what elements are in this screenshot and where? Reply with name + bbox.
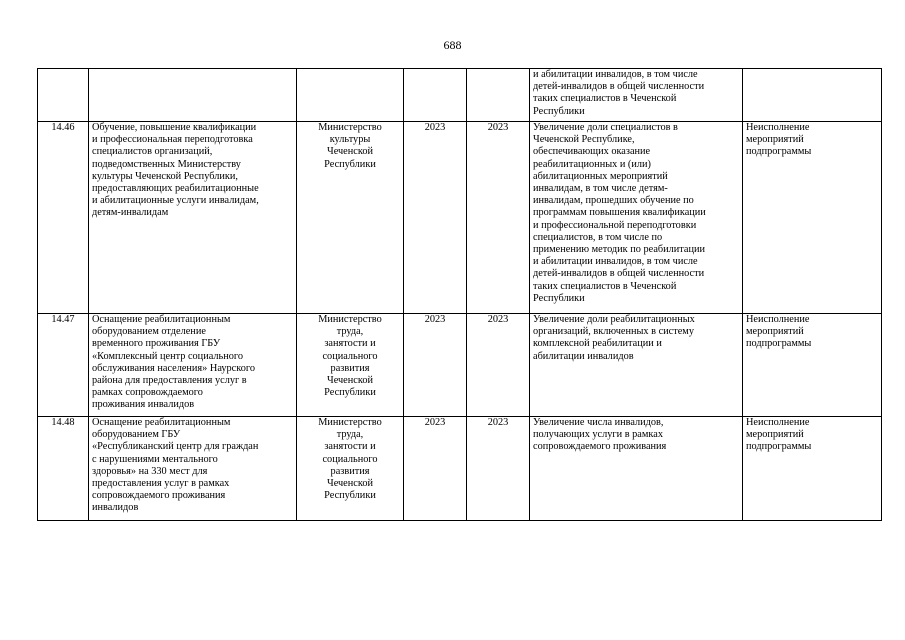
expected-result-text: Увеличение доли реабилитационных организаций, включенных в систему комплексной реабилитации и абилитации инвалидов	[533, 314, 695, 362]
expected-result-text: Увеличение числа инвалидов, получающих услуги в рамках сопровождаемого проживания	[533, 417, 667, 453]
row-number-cell: 14.46	[38, 122, 89, 314]
expected-result-cell	[530, 314, 743, 417]
risk-text: Неисполнение мероприятий подпрограммы	[746, 417, 812, 453]
risk-text: Неисполнение мероприятий подпрограммы	[746, 314, 812, 350]
page-number: 688	[443, 38, 462, 52]
table-row	[38, 314, 882, 417]
activity-name-cell	[89, 314, 297, 417]
table-row	[38, 122, 882, 314]
end-year-cell: 2023	[467, 417, 530, 521]
executor-cell	[297, 314, 404, 417]
activity-name-cell	[89, 417, 297, 521]
table-row	[38, 417, 882, 521]
activity-name-cell	[89, 69, 297, 122]
end-year-cell: 2023	[467, 314, 530, 417]
start-year-cell: 2023	[404, 314, 467, 417]
row-number-cell: 14.48	[38, 417, 89, 521]
end-year-cell	[467, 69, 530, 122]
activity-name-text: Обучение, повышение квалификации и профессиональная переподготовка специалистов организаций, подведомственных Министерству культуры Чеченской Республики, предоставляющих реабилитационные и абилитационные услуги инвалидам, детям-инвалидам	[92, 122, 259, 219]
risk-cell	[743, 69, 882, 122]
row-number-cell	[38, 69, 89, 122]
expected-result-text: Увеличение доли специалистов в Чеченской Республике, обеспечивающих оказание реабилитационных и (или) абилитационных мероприятий инвалидам, в том числе детям- инвалидам, прошедших обучение по программам повышения квалификации и профессиональной переподготовки специалистов, в том числе по применению методик по реабилитации и абилитации инвалидов, в том числе детей-инвалидов в общей численности таких специалистов в Чеченской Республики	[533, 122, 706, 304]
row-number-cell: 14.47	[38, 314, 89, 417]
risk-cell	[743, 314, 882, 417]
executor-cell	[297, 69, 404, 122]
executor-text: Министерство труда, занятости и социального развития Чеченской Республики	[318, 314, 382, 399]
executor-text: Министерство труда, занятости и социального развития Чеченской Республики	[318, 417, 382, 502]
executor-cell	[297, 122, 404, 314]
start-year-cell: 2023	[404, 122, 467, 314]
risk-text: Неисполнение мероприятий подпрограммы	[746, 122, 812, 158]
expected-result-cell	[530, 417, 743, 521]
executor-cell	[297, 417, 404, 521]
table-row	[38, 69, 882, 122]
risk-cell	[743, 417, 882, 521]
end-year-cell: 2023	[467, 122, 530, 314]
start-year-cell	[404, 69, 467, 122]
expected-result-text: и абилитации инвалидов, в том числе детей-инвалидов в общей численности таких специалистов в Чеченской Республики	[533, 69, 705, 117]
expected-result-cell	[530, 122, 743, 314]
activity-name-cell	[89, 122, 297, 314]
start-year-cell: 2023	[404, 417, 467, 521]
program-activities-table	[37, 68, 882, 521]
expected-result-cell	[530, 69, 743, 122]
risk-cell	[743, 122, 882, 314]
activity-name-text: Оснащение реабилитационным оборудованием ГБУ «Республиканский центр для граждан с нарушениями ментального здоровья» на 330 мест для предоставления услуг в рамках сопровождаемого проживания инвалидов	[92, 417, 259, 514]
executor-text: Министерство культуры Чеченской Республики	[318, 122, 382, 170]
activity-name-text: Оснащение реабилитационным оборудованием отделение временного проживания ГБУ «Комплексный центр социального обслуживания населения» Наурского района для предоставления услуг в рамках сопровождаемого проживания инвалидов	[92, 314, 255, 411]
